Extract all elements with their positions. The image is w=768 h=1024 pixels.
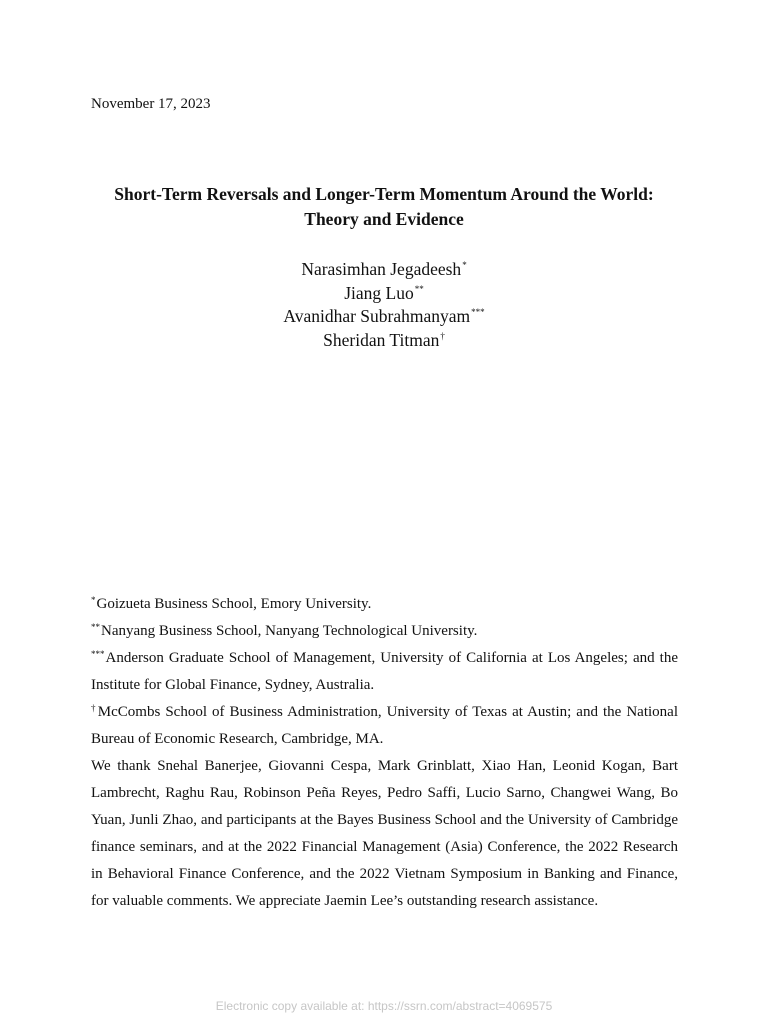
footnote-text: Goizueta Business School, Emory University. <box>96 596 372 612</box>
author-list <box>60 258 708 352</box>
ssrn-footer: Electronic copy available at: https://ssrn.com/abstract=4069575 <box>215 999 553 1013</box>
affiliation-footnote <box>91 645 678 699</box>
footnote-mark: *** <box>91 649 105 659</box>
paper-title-line: Short-Term Reversals and Longer-Term Momentum Around the World: <box>114 184 654 204</box>
paper-title-line: Theory and Evidence <box>304 209 464 229</box>
footnote-mark: † <box>91 703 97 713</box>
author-name: Sheridan Titman <box>323 329 440 350</box>
author-footnote-mark: * <box>462 260 467 270</box>
footnote-mark: ** <box>91 622 100 632</box>
footnote-text: Nanyang Business School, Nanyang Technological University. <box>101 623 478 639</box>
acknowledgment: We thank Snehal Banerjee, Giovanni Cespa, Mark Grinblatt, Xiao Han, Leonid Kogan, Bart Lambrecht, Raghu Rau, Robinson Peña Reyes, Pedro Saffi, Lucio Sarno, Changwei Wang, Bo Yuan, Junli Zhao, and participants at the Bayes Business School and the University of Cambridge finance seminars, and at the 2022 Financial Management (Asia) Conference, the 2022 Research in Behavioral Finance Conference, and the 2022 Vietnam Symposium in Banking and Finance, for valuable comments. We appreciate Jaemin Lee’s outstanding research assistance. <box>91 758 678 909</box>
affiliation-footnote <box>91 591 678 618</box>
author-footnote-mark: *** <box>471 307 485 317</box>
author <box>60 305 708 329</box>
author <box>60 258 708 282</box>
affiliation-footnote <box>91 618 678 645</box>
paper-date: November 17, 2023 <box>91 96 211 112</box>
author-footnote-mark: ** <box>414 283 424 294</box>
author <box>60 282 708 306</box>
author-name: Jiang Luo <box>344 282 414 303</box>
footnotes <box>91 591 678 915</box>
author-name: Avanidhar Subrahmanyam <box>283 306 471 326</box>
affiliation-footnote <box>91 699 678 753</box>
author-name: Narasimhan Jegadeesh <box>301 259 462 279</box>
footnote-text: McCombs School of Business Administration, University of Texas at Austin; and the National Bureau of Economic Research, Cambridge, MA. <box>91 704 678 747</box>
author-footnote-mark: † <box>440 330 445 341</box>
paper-title <box>60 182 708 232</box>
footnote-text: Anderson Graduate School of Management, University of California at Los Angeles; and the Institute for Global Finance, Sydney, Australia. <box>91 650 678 693</box>
footnote-mark: * <box>91 595 96 605</box>
author <box>60 329 708 353</box>
